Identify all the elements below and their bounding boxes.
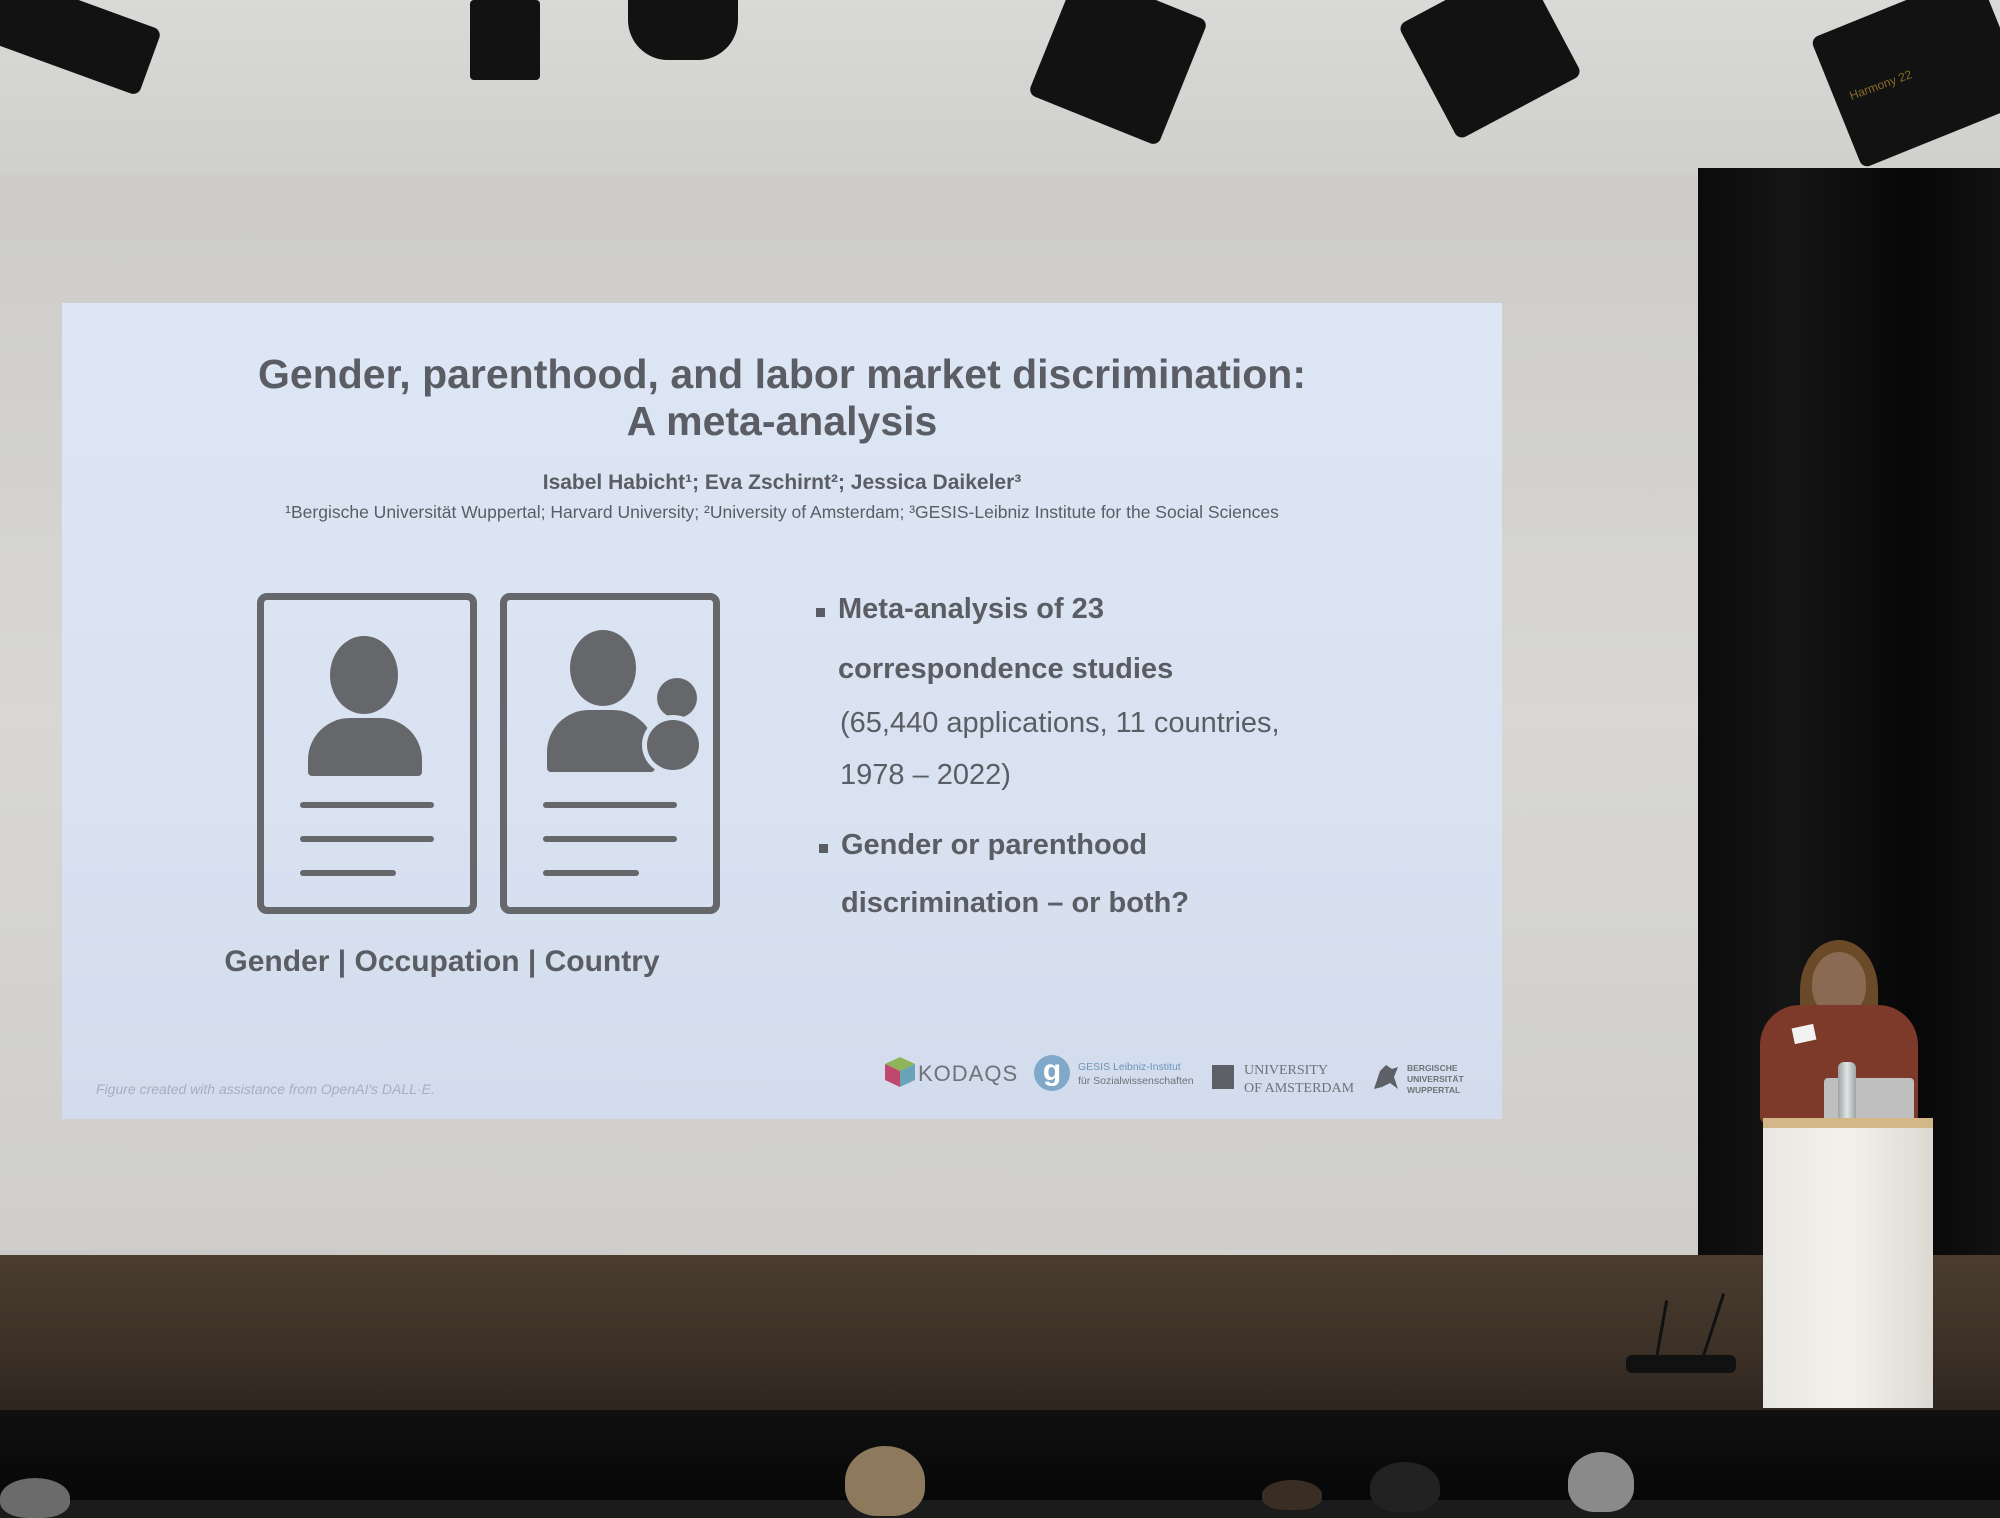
podium	[1763, 1118, 1933, 1408]
audience-member	[845, 1446, 925, 1516]
parent-head-icon	[570, 630, 636, 706]
bullet-marker	[816, 608, 825, 617]
person-head-icon	[330, 636, 398, 714]
parent-applicant-card-icon	[500, 593, 720, 914]
audience-member	[1262, 1480, 1322, 1510]
bullet-1-line-2: correspondence studies	[838, 653, 1174, 685]
card-text-line	[300, 802, 434, 808]
uva-logo-line1: UNIVERSITY	[1244, 1063, 1328, 1078]
audience-member	[0, 1478, 70, 1518]
parent-body-icon	[547, 710, 655, 772]
microphone-base	[1626, 1355, 1736, 1373]
kodaqs-cube-icon	[883, 1055, 917, 1089]
slide-affiliations: ¹Bergische Universität Wuppertal; Harvard University; ²University of Amsterdam; ³GESIS-Leibniz Institute for the Social Sciences	[285, 502, 1279, 522]
slide-title	[162, 351, 1402, 445]
stage-floor	[0, 1255, 2000, 1410]
stage-edge	[0, 1410, 2000, 1500]
wuppertal-lion-icon	[1370, 1061, 1402, 1093]
wuppertal-logo-line2: UNIVERSITÄT	[1407, 1074, 1464, 1084]
bullet-1-line-4: 1978 – 2022)	[840, 759, 1011, 791]
uva-crest-icon	[1212, 1065, 1234, 1089]
bullet-1-line-3: (65,440 applications, 11 countries,	[840, 707, 1280, 739]
slide-authors: Isabel Habicht¹; Eva Zschirnt²; Jessica Daikeler³	[542, 471, 1022, 494]
slide-title-line1: Gender, parenthood, and labor market discrimination:	[258, 351, 1306, 397]
card-text-line	[300, 836, 434, 842]
audience-member	[1370, 1462, 1440, 1512]
stage-light	[470, 0, 540, 80]
gesis-logo-line1: GESIS Leibniz-Institut	[1078, 1061, 1181, 1073]
applicant-card-icon	[257, 593, 477, 914]
presentation-slide	[62, 303, 1502, 1119]
slide-footnote: Figure created with assistance from OpenAI's DALL·E.	[96, 1081, 435, 1097]
card-text-line	[300, 870, 396, 876]
gesis-logo-icon: g	[1034, 1055, 1070, 1091]
slide-title-line2: A meta-analysis	[626, 398, 938, 444]
gesis-logo-line2: für Sozialwissenschaften	[1078, 1075, 1194, 1087]
bullet-marker	[819, 844, 828, 853]
kodaqs-logo-text: KODAQS	[918, 1061, 1019, 1086]
uva-logo-line2: OF AMSTERDAM	[1244, 1081, 1355, 1096]
stage-light	[628, 0, 738, 60]
icon-caption: Gender | Occupation | Country	[224, 945, 660, 978]
child-body-icon	[647, 720, 699, 770]
bullet-2-line-2: discrimination – or both?	[841, 887, 1190, 919]
lamp-label: Harmony 22	[1847, 67, 1914, 103]
bullet-2-line-1: Gender or parenthood	[841, 829, 1148, 861]
wuppertal-logo-line1: BERGISCHE	[1407, 1063, 1458, 1073]
audience-member	[1568, 1452, 1634, 1512]
ceiling	[0, 0, 2000, 180]
bullet-1-line-1: Meta-analysis of 23	[838, 593, 1104, 625]
child-head-icon	[657, 678, 697, 718]
wuppertal-logo-line3: WUPPERTAL	[1407, 1085, 1461, 1095]
person-body-icon	[308, 718, 422, 776]
card-text-line	[543, 836, 677, 842]
card-text-line	[543, 870, 639, 876]
card-text-line	[543, 802, 677, 808]
